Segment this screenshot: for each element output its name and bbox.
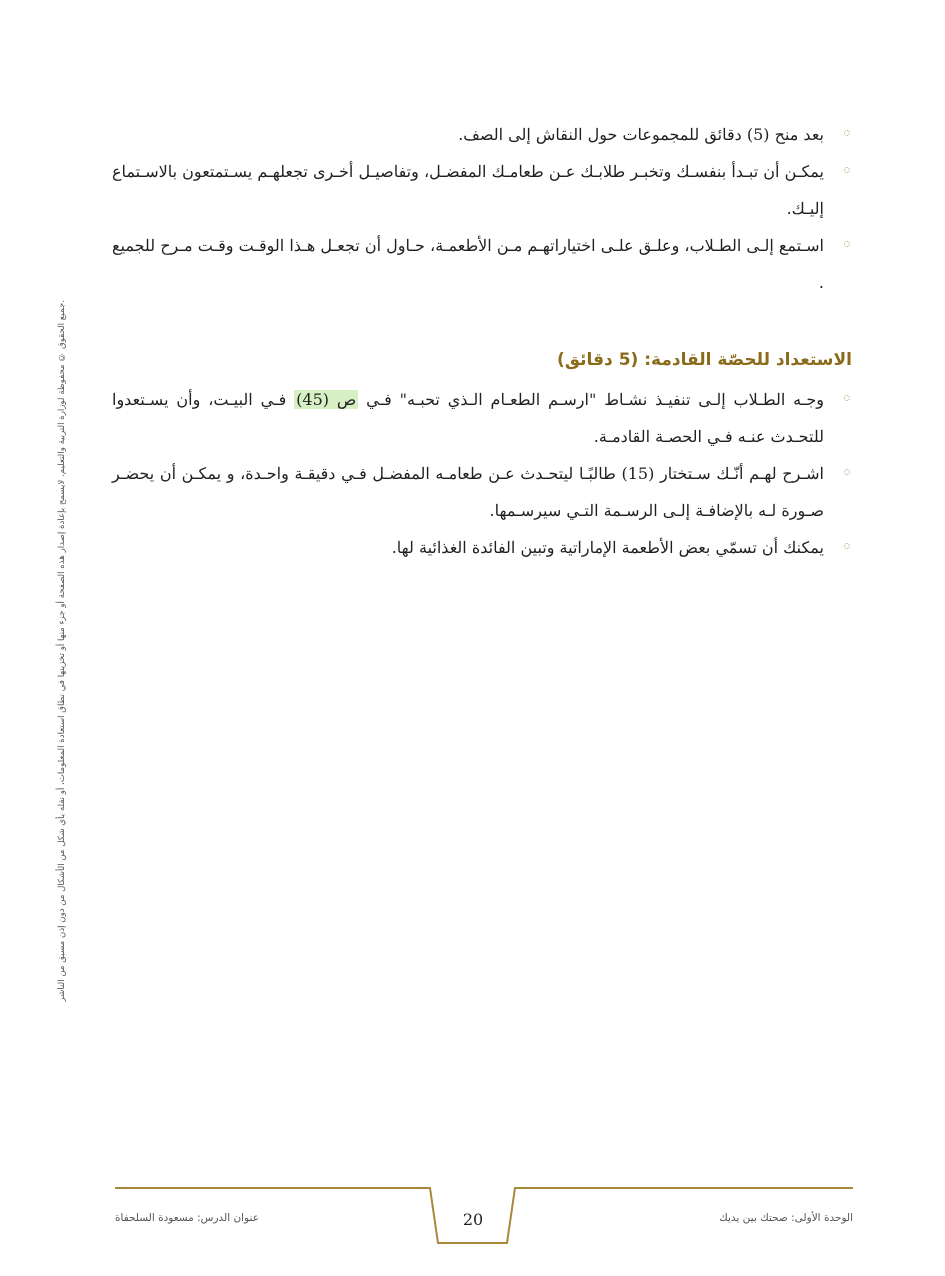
bullet-icon bbox=[844, 241, 850, 247]
bullet-icon bbox=[844, 130, 850, 136]
list-item-text: يمكـن أن تبـدأ بنفسـك وتخبـر طلابـك عـن طعامـك المفضـل، وتفاصيـل أخـرى تجعلهـم يسـتمتعون بالاسـتماع إليـك. bbox=[112, 162, 824, 218]
list-item bbox=[112, 116, 852, 153]
list-item bbox=[112, 529, 852, 566]
page-number: 20 bbox=[462, 1210, 484, 1229]
bullet-icon bbox=[844, 395, 850, 401]
unit-title: الوحدة الأولى: صحتك بين يديك bbox=[719, 1212, 853, 1224]
list-item bbox=[112, 227, 852, 301]
copyright-side-note: جميع الحقوق © محفوظة لوزارة التربية والتعليم. لايسمح بإعادة إصدار هذه الصفحة أو جزء منها أو تخزينها في نطاق استعادة المعلومات، أو نقله بأي شكل من الأشكال من دون إذن مسبق من الناشر. bbox=[57, 300, 67, 1002]
list-item-text: بعد منح (5) دقائق للمجموعات حول النقاش إلى الصف. bbox=[458, 125, 824, 144]
list-item bbox=[112, 455, 852, 529]
bottom-bullet-list bbox=[112, 381, 852, 566]
list-item-text-after: فـي البيـت، وأن يسـتعدوا للتحـدث عنـه فـي الحصـة القادمـة. bbox=[112, 390, 824, 446]
bullet-icon bbox=[844, 167, 850, 173]
list-item-text: اسـتمع إلـى الطـلاب، وعلـق علـى اختياراتهـم مـن الأطعمـة، حـاول أن تجعـل هـذا الوقـت وقـت مـرح للجميع . bbox=[112, 236, 824, 292]
list-item-text: يمكنك أن تسمّي بعض الأطعمة الإماراتية وتبين الفائدة الغذائية لها. bbox=[391, 538, 824, 557]
list-item-text-before: وجـه الطـلاب إلـى تنفيـذ نشـاط "ارسـم الطعـام الـذي تحبـه" فـي bbox=[358, 390, 825, 409]
top-bullet-list bbox=[112, 116, 852, 301]
list-item bbox=[112, 153, 852, 227]
section-heading: الاستعداد للحصّة القادمة: (5 دقائق) bbox=[557, 350, 852, 370]
bullet-icon bbox=[844, 543, 850, 549]
lesson-title: عنوان الدرس: مسعودة السلحفاة bbox=[115, 1212, 259, 1224]
bullet-icon bbox=[844, 469, 850, 475]
page-reference-highlight: ص (45) bbox=[296, 390, 357, 409]
list-item-text: اشـرح لهـم أنّـك سـتختار (15) طالبًـا ليتحـدث عـن طعامـه المفضـل فـي دقيقـة واحـدة، و يمكـن أن يحضـر صـورة لـه بالإضافـة إلـى الرسـمة التـي سيرسـمها. bbox=[112, 464, 825, 520]
list-item bbox=[112, 381, 852, 455]
main-content bbox=[112, 116, 852, 566]
